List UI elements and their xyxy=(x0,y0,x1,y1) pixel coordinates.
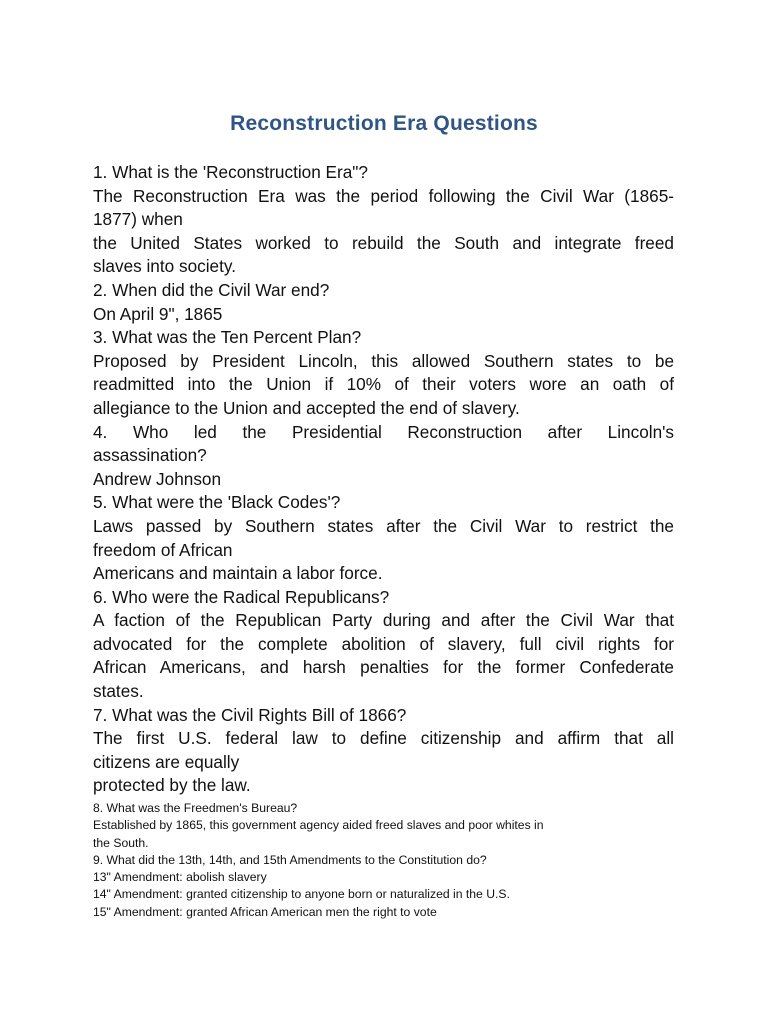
question-7: 7. What was the Civil Rights Bill of 1866? xyxy=(93,704,407,725)
question-8: 8. What was the Freedmen's Bureau? xyxy=(93,801,298,815)
answer-1-line-1: The Reconstruction Era was the period following the Civil War (1865- xyxy=(93,185,674,206)
answer-7-line-1: The first U.S. federal law to define citizenship and affirm that all xyxy=(93,728,674,749)
answer-2: On April 9", 1865 xyxy=(93,303,223,324)
question-2: 2. When did the Civil War end? xyxy=(93,279,330,300)
document-title: Reconstruction Era Questions xyxy=(230,112,538,135)
question-9: 9. What did the 13th, 14th, and 15th Amendments to the Constitution do? xyxy=(93,852,487,867)
answer-9-13th: 13" Amendment: abolish slavery xyxy=(93,870,267,885)
answer-6-line-1: A faction of the Republican Party during and after the Civil War that xyxy=(93,610,674,631)
qa-small-section xyxy=(93,800,674,921)
answer-9-14th: 14" Amendment: granted citizenship to anyone born or naturalized in the U.S. xyxy=(93,887,510,902)
answer-9-15th: 15" Amendment: granted African American men the right to vote xyxy=(93,904,437,919)
answer-6-line-2: advocated for the complete abolition of slavery, full civil rights for xyxy=(93,633,674,654)
answer-1-line-2: 1877) when xyxy=(93,209,183,230)
answer-5-line-3: Americans and maintain a labor force. xyxy=(93,563,383,584)
answer-8-line-1: Established by 1865, this government agency aided freed slaves and poor whites in xyxy=(93,818,544,833)
answer-5-line-2: freedom of African xyxy=(93,539,233,560)
answer-5-line-1: Laws passed by Southern states after the Civil War to restrict the xyxy=(93,515,674,536)
question-6: 6. Who were the Radical Republicans? xyxy=(93,586,390,607)
answer-6-line-4: states. xyxy=(93,681,144,702)
answer-3-line-1: Proposed by President Lincoln, this allowed Southern states to be xyxy=(93,350,674,371)
question-3: 3. What was the Ten Percent Plan? xyxy=(93,327,362,348)
answer-8-line-2: the South. xyxy=(93,835,149,850)
answer-4: Andrew Johnson xyxy=(93,468,222,489)
qa-body xyxy=(93,161,674,798)
answer-3-line-2: readmitted into the Union if 10% of their voters wore an oath of xyxy=(93,374,674,395)
answer-3-line-3: allegiance to the Union and accepted the end of slavery. xyxy=(93,397,520,418)
question-4-line-1: 4. Who led the Presidential Reconstruction after Lincoln's xyxy=(93,421,674,442)
question-1: 1. What is the 'Reconstruction Era"? xyxy=(93,162,368,182)
question-4-line-2: assassination? xyxy=(93,445,207,466)
answer-7-line-3: protected by the law. xyxy=(93,775,251,796)
answer-1-line-4: slaves into society. xyxy=(93,256,236,277)
answer-7-line-2: citizens are equally xyxy=(93,751,240,772)
answer-1-line-3: the United States worked to rebuild the South and integrate freed xyxy=(93,232,674,253)
answer-6-line-3: African Americans, and harsh penalties for the former Confederate xyxy=(93,657,674,678)
question-5: 5. What were the 'Black Codes'? xyxy=(93,492,341,513)
